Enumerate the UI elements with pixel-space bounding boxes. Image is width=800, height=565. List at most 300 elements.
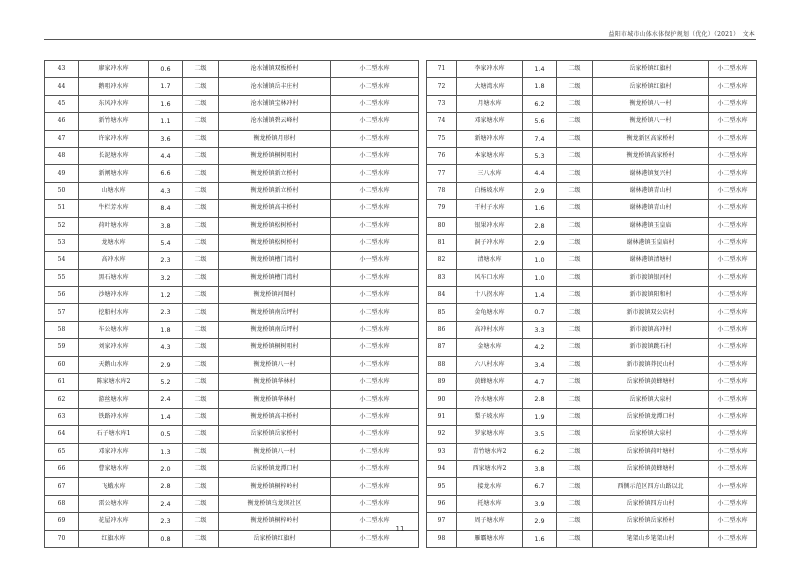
location-cell: 岳家桥镇黄蜂塘村: [593, 374, 709, 391]
area-value-cell: 0.6: [149, 61, 183, 78]
row-index-cell: 49: [45, 165, 79, 182]
reservoir-type-cell: 小二型水库: [709, 78, 757, 95]
table-row: [427, 182, 757, 199]
area-value-cell: 6.7: [523, 478, 557, 495]
area-value-cell: 0.7: [523, 304, 557, 321]
protection-level-cell: 二级: [557, 287, 593, 304]
protection-level-cell: 二级: [183, 530, 219, 547]
table-row: [45, 61, 419, 78]
reservoir-name-cell: 托塘水库: [457, 495, 523, 512]
area-value-cell: 4.3: [149, 339, 183, 356]
reservoir-type-cell: 小二型水库: [331, 95, 419, 112]
area-value-cell: 2.9: [523, 182, 557, 199]
row-index-cell: 72: [427, 78, 457, 95]
row-index-cell: 97: [427, 513, 457, 530]
table-row: [45, 217, 419, 234]
row-index-cell: 87: [427, 339, 457, 356]
row-index-cell: 84: [427, 287, 457, 304]
reservoir-type-cell: 小二型水库: [709, 200, 757, 217]
page-header: 益阳市城市山体水体保护规划（优化）（2021） 文本: [608, 31, 755, 38]
table-row: [45, 495, 419, 512]
row-index-cell: 44: [45, 78, 79, 95]
reservoir-type-cell: 小二型水库: [709, 426, 757, 443]
row-index-cell: 79: [427, 200, 457, 217]
protection-level-cell: 二级: [557, 113, 593, 130]
location-cell: 衡龙桥镇河图村: [219, 287, 331, 304]
table-row: [427, 426, 757, 443]
reservoir-name-cell: 洞子冲水库: [457, 234, 523, 251]
protection-level-cell: 二级: [183, 339, 219, 356]
area-value-cell: 0.5: [149, 426, 183, 443]
row-index-cell: 69: [45, 513, 79, 530]
location-cell: 谢林港镇玉皇庙村: [593, 234, 709, 251]
area-value-cell: 3.4: [523, 356, 557, 373]
reservoir-type-cell: 小二型水库: [709, 321, 757, 338]
table-row: [45, 234, 419, 251]
protection-level-cell: 二级: [557, 339, 593, 356]
protection-level-cell: 二级: [557, 391, 593, 408]
reservoir-table-right: [426, 60, 757, 548]
protection-level-cell: 二级: [557, 304, 593, 321]
area-value-cell: 6.2: [523, 95, 557, 112]
reservoir-type-cell: 小二型水库: [709, 513, 757, 530]
table-row: [427, 217, 757, 234]
protection-level-cell: 二级: [557, 460, 593, 477]
reservoir-type-cell: 小二型水库: [331, 460, 419, 477]
table-row: [45, 443, 419, 460]
area-value-cell: 1.8: [523, 78, 557, 95]
protection-level-cell: 二级: [183, 478, 219, 495]
row-index-cell: 70: [45, 530, 79, 547]
area-value-cell: 5.3: [523, 147, 557, 164]
row-index-cell: 86: [427, 321, 457, 338]
area-value-cell: 1.4: [523, 61, 557, 78]
protection-level-cell: 二级: [183, 130, 219, 147]
area-value-cell: 1.0: [523, 252, 557, 269]
row-index-cell: 93: [427, 443, 457, 460]
row-index-cell: 56: [45, 287, 79, 304]
location-cell: 新市渡镇阳和村: [593, 287, 709, 304]
reservoir-name-cell: 廖家冲水库: [79, 61, 149, 78]
table-row: [45, 113, 419, 130]
reservoir-type-cell: 小二型水库: [331, 495, 419, 512]
reservoir-name-cell: 金龟塘水库: [457, 304, 523, 321]
reservoir-type-cell: 小二型水库: [331, 408, 419, 425]
location-cell: 岳家桥镇龙潭口村: [593, 408, 709, 425]
reservoir-name-cell: 雁霸塘水库: [457, 530, 523, 547]
reservoir-type-cell: 小二型水库: [331, 530, 419, 547]
area-value-cell: 3.2: [149, 269, 183, 286]
reservoir-type-cell: 小二型水库: [331, 287, 419, 304]
protection-level-cell: 二级: [557, 234, 593, 251]
reservoir-name-cell: 西家塘水库2: [457, 460, 523, 477]
table-row: [427, 130, 757, 147]
location-cell: 谢林港镇清塘村: [593, 252, 709, 269]
row-index-cell: 75: [427, 130, 457, 147]
location-cell: 新市渡镇双公店村: [593, 304, 709, 321]
reservoir-type-cell: 小二型水库: [331, 304, 419, 321]
table-row: [45, 339, 419, 356]
table-row: [427, 147, 757, 164]
row-index-cell: 50: [45, 182, 79, 199]
reservoir-type-cell: 小二型水库: [331, 513, 419, 530]
table-row: [45, 356, 419, 373]
protection-level-cell: 二级: [557, 61, 593, 78]
reservoir-type-cell: 小二型水库: [331, 113, 419, 130]
reservoir-name-cell: 红旗水库: [79, 530, 149, 547]
protection-level-cell: 二级: [557, 408, 593, 425]
area-value-cell: 2.9: [523, 513, 557, 530]
row-index-cell: 52: [45, 217, 79, 234]
location-cell: 衡龙桥镇桐梓岭村: [219, 478, 331, 495]
area-value-cell: 2.4: [149, 495, 183, 512]
location-cell: 衡龙桥镇高家桥村: [593, 147, 709, 164]
location-cell: 衡龙桥镇乌龙坝社区: [219, 495, 331, 512]
location-cell: 岳家桥镇龙潭口村: [219, 460, 331, 477]
location-cell: 衡龙新区高家桥村: [593, 130, 709, 147]
row-index-cell: 88: [427, 356, 457, 373]
location-cell: 谢林港镇玉皇庙: [593, 217, 709, 234]
reservoir-type-cell: 小二型水库: [709, 287, 757, 304]
area-value-cell: 4.3: [149, 182, 183, 199]
protection-level-cell: 二级: [557, 95, 593, 112]
protection-level-cell: 二级: [183, 391, 219, 408]
reservoir-type-cell: 小二型水库: [331, 391, 419, 408]
table-row: [45, 391, 419, 408]
row-index-cell: 98: [427, 530, 457, 547]
reservoir-name-cell: 山塘水库: [79, 182, 149, 199]
area-value-cell: 7.4: [523, 130, 557, 147]
reservoir-type-cell: 小二型水库: [709, 113, 757, 130]
location-cell: 衡龙桥镇高丰桥村: [219, 200, 331, 217]
protection-level-cell: 二级: [183, 460, 219, 477]
row-index-cell: 96: [427, 495, 457, 512]
reservoir-name-cell: 黑石塘水库: [79, 269, 149, 286]
protection-level-cell: 二级: [183, 374, 219, 391]
table-row: [427, 287, 757, 304]
location-cell: 谢林港镇青山村: [593, 200, 709, 217]
protection-level-cell: 二级: [557, 269, 593, 286]
location-cell: 岳家桥镇大泉村: [593, 391, 709, 408]
reservoir-type-cell: 小二型水库: [331, 147, 419, 164]
area-value-cell: 5.2: [149, 374, 183, 391]
table-row: [427, 78, 757, 95]
area-value-cell: 4.7: [523, 374, 557, 391]
table-row: [427, 408, 757, 425]
area-value-cell: 5.6: [523, 113, 557, 130]
table-row: [427, 269, 757, 286]
protection-level-cell: 二级: [557, 374, 593, 391]
protection-level-cell: 二级: [557, 513, 593, 530]
reservoir-name-cell: 石子塘水库1: [79, 426, 149, 443]
area-value-cell: 1.2: [149, 287, 183, 304]
reservoir-type-cell: 小一型水库: [709, 478, 757, 495]
table-row: [427, 391, 757, 408]
reservoir-type-cell: 小二型水库: [331, 269, 419, 286]
reservoir-name-cell: 月塘水库: [457, 95, 523, 112]
protection-level-cell: 二级: [183, 513, 219, 530]
location-cell: 谢林港镇复兴村: [593, 165, 709, 182]
table-row: [427, 321, 757, 338]
location-cell: 新市渡镇银河村: [593, 269, 709, 286]
reservoir-name-cell: 清塘水库: [457, 252, 523, 269]
row-index-cell: 65: [45, 443, 79, 460]
location-cell: 衡龙桥镇华林村: [219, 374, 331, 391]
area-value-cell: 1.6: [523, 530, 557, 547]
row-index-cell: 82: [427, 252, 457, 269]
reservoir-name-cell: 铁路冲水库: [79, 408, 149, 425]
reservoir-name-cell: 本家塘水库: [457, 147, 523, 164]
reservoir-name-cell: 银果冲水库: [457, 217, 523, 234]
reservoir-type-cell: 小二型水库: [331, 200, 419, 217]
area-value-cell: 1.0: [523, 269, 557, 286]
reservoir-name-cell: 新竹塘水库: [79, 113, 149, 130]
reservoir-name-cell: 冷水塘水库: [457, 391, 523, 408]
table-row: [45, 287, 419, 304]
area-value-cell: 2.3: [149, 252, 183, 269]
location-cell: 衡龙桥镇八一村: [219, 443, 331, 460]
reservoir-name-cell: 干村子水库: [457, 200, 523, 217]
table-row: [427, 95, 757, 112]
reservoir-name-cell: 陈家塘水库2: [79, 374, 149, 391]
table-row: [427, 374, 757, 391]
row-index-cell: 91: [427, 408, 457, 425]
location-cell: 岳家桥镇大泉村: [593, 426, 709, 443]
reservoir-name-cell: 鹅咀冲水库: [79, 78, 149, 95]
protection-level-cell: 二级: [183, 321, 219, 338]
area-value-cell: 2.0: [149, 460, 183, 477]
row-index-cell: 85: [427, 304, 457, 321]
table-row: [45, 304, 419, 321]
reservoir-type-cell: 小二型水库: [331, 165, 419, 182]
protection-level-cell: 二级: [183, 165, 219, 182]
protection-level-cell: 二级: [557, 478, 593, 495]
table-row: [427, 165, 757, 182]
reservoir-name-cell: 飞蛾水库: [79, 478, 149, 495]
area-value-cell: 1.1: [149, 113, 183, 130]
area-value-cell: 2.3: [149, 513, 183, 530]
row-index-cell: 67: [45, 478, 79, 495]
area-value-cell: 3.8: [149, 217, 183, 234]
reservoir-name-cell: 荷叶塘水库: [79, 217, 149, 234]
row-index-cell: 62: [45, 391, 79, 408]
location-cell: 笔架山乡笔架山村: [593, 530, 709, 547]
reservoir-name-cell: 邓家塘水库: [457, 113, 523, 130]
table-row: [45, 78, 419, 95]
location-cell: 衡龙桥镇桐梓岭村: [219, 513, 331, 530]
protection-level-cell: 二级: [557, 130, 593, 147]
area-value-cell: 2.8: [149, 478, 183, 495]
protection-level-cell: 二级: [183, 408, 219, 425]
area-value-cell: 4.4: [523, 165, 557, 182]
reservoir-type-cell: 小二型水库: [331, 339, 419, 356]
area-value-cell: 2.8: [523, 391, 557, 408]
reservoir-type-cell: 小二型水库: [709, 165, 757, 182]
row-index-cell: 95: [427, 478, 457, 495]
table-row: [45, 269, 419, 286]
reservoir-name-cell: 高冲村水库: [457, 321, 523, 338]
protection-level-cell: 二级: [183, 443, 219, 460]
reservoir-type-cell: 小二型水库: [709, 408, 757, 425]
reservoir-name-cell: 沙塘冲水库: [79, 287, 149, 304]
reservoir-type-cell: 小二型水库: [331, 374, 419, 391]
row-index-cell: 74: [427, 113, 457, 130]
location-cell: 衡龙桥镇八一村: [219, 356, 331, 373]
row-index-cell: 53: [45, 234, 79, 251]
reservoir-name-cell: 挖船村水库: [79, 304, 149, 321]
location-cell: 衡龙桥镇南岳坪村: [219, 304, 331, 321]
row-index-cell: 51: [45, 200, 79, 217]
table-row: [45, 478, 419, 495]
area-value-cell: 1.6: [523, 200, 557, 217]
location-cell: 岳家桥镇红旗村: [593, 61, 709, 78]
location-cell: 谢林港镇青山村: [593, 182, 709, 199]
area-value-cell: 0.8: [149, 530, 183, 547]
reservoir-name-cell: 大塘湾水库: [457, 78, 523, 95]
table-row: [427, 113, 757, 130]
location-cell: 岳家桥镇红旗村: [593, 78, 709, 95]
protection-level-cell: 二级: [557, 165, 593, 182]
location-cell: 衡龙桥镇桐树咀村: [219, 339, 331, 356]
table-row: [427, 234, 757, 251]
header-divider: [44, 39, 756, 40]
area-value-cell: 2.8: [523, 217, 557, 234]
table-row: [427, 339, 757, 356]
reservoir-name-cell: 十八拐水库: [457, 287, 523, 304]
area-value-cell: 1.9: [523, 408, 557, 425]
reservoir-type-cell: 小二型水库: [709, 443, 757, 460]
reservoir-name-cell: 邓家冲水库: [79, 443, 149, 460]
reservoir-name-cell: 雷公塘水库: [79, 495, 149, 512]
table-row: [427, 443, 757, 460]
protection-level-cell: 二级: [183, 356, 219, 373]
row-index-cell: 89: [427, 374, 457, 391]
reservoir-type-cell: 小二型水库: [709, 530, 757, 547]
area-value-cell: 1.6: [149, 95, 183, 112]
location-cell: 岳家桥镇岳家桥村: [219, 426, 331, 443]
protection-level-cell: 二级: [183, 182, 219, 199]
reservoir-type-cell: 小二型水库: [709, 391, 757, 408]
table-row: [45, 165, 419, 182]
row-index-cell: 63: [45, 408, 79, 425]
reservoir-type-cell: 小二型水库: [709, 252, 757, 269]
area-value-cell: 3.6: [149, 130, 183, 147]
row-index-cell: 90: [427, 391, 457, 408]
table-row: [45, 460, 419, 477]
location-cell: 沧水铺镇宝林冲村: [219, 95, 331, 112]
protection-level-cell: 二级: [183, 61, 219, 78]
location-cell: 衡龙桥镇槽门湾村: [219, 252, 331, 269]
reservoir-name-cell: 天鹅山水库: [79, 356, 149, 373]
location-cell: 衡龙桥镇八一村: [593, 113, 709, 130]
row-index-cell: 73: [427, 95, 457, 112]
reservoir-type-cell: 小二型水库: [331, 61, 419, 78]
protection-level-cell: 二级: [557, 356, 593, 373]
location-cell: 衡龙桥镇高丰桥村: [219, 408, 331, 425]
row-index-cell: 61: [45, 374, 79, 391]
table-row: [427, 304, 757, 321]
row-index-cell: 80: [427, 217, 457, 234]
table-row: [427, 495, 757, 512]
table-row: [45, 426, 419, 443]
reservoir-type-cell: 小二型水库: [709, 147, 757, 164]
row-index-cell: 71: [427, 61, 457, 78]
protection-level-cell: 二级: [183, 78, 219, 95]
reservoir-type-cell: 小二型水库: [331, 478, 419, 495]
protection-level-cell: 二级: [557, 426, 593, 443]
reservoir-type-cell: 小二型水库: [709, 61, 757, 78]
protection-level-cell: 二级: [557, 147, 593, 164]
area-value-cell: 3.5: [523, 426, 557, 443]
reservoir-name-cell: 接龙水库: [457, 478, 523, 495]
area-value-cell: 4.4: [149, 147, 183, 164]
area-value-cell: 5.4: [149, 234, 183, 251]
row-index-cell: 78: [427, 182, 457, 199]
row-index-cell: 48: [45, 147, 79, 164]
area-value-cell: 3.8: [523, 460, 557, 477]
reservoir-table-left: [44, 60, 419, 548]
location-cell: 衡龙桥镇松树桥村: [219, 217, 331, 234]
reservoir-name-cell: 白杨坡水库: [457, 182, 523, 199]
protection-level-cell: 二级: [183, 304, 219, 321]
area-value-cell: 1.4: [523, 287, 557, 304]
reservoir-type-cell: 小二型水库: [331, 78, 419, 95]
protection-level-cell: 二级: [183, 269, 219, 286]
area-value-cell: 6.6: [149, 165, 183, 182]
reservoir-name-cell: 曹家塘水库: [79, 460, 149, 477]
reservoir-type-cell: 小一型水库: [331, 252, 419, 269]
protection-level-cell: 二级: [557, 495, 593, 512]
location-cell: 衡龙桥镇桐树咀村: [219, 147, 331, 164]
area-value-cell: 3.3: [523, 321, 557, 338]
location-cell: 岳家桥镇红旗村: [219, 530, 331, 547]
row-index-cell: 57: [45, 304, 79, 321]
table-row: [45, 408, 419, 425]
reservoir-name-cell: 罗家塘水库: [457, 426, 523, 443]
row-index-cell: 55: [45, 269, 79, 286]
row-index-cell: 92: [427, 426, 457, 443]
reservoir-name-cell: 新塘冲水库: [457, 130, 523, 147]
reservoir-name-cell: 车公塘水库: [79, 321, 149, 338]
location-cell: 岳家桥镇四方山村: [593, 495, 709, 512]
area-value-cell: 1.3: [149, 443, 183, 460]
table-body-right: [427, 61, 757, 548]
area-value-cell: 4.2: [523, 339, 557, 356]
table-body-left: [45, 61, 419, 548]
area-value-cell: 1.7: [149, 78, 183, 95]
reservoir-name-cell: 花屋冲水库: [79, 513, 149, 530]
reservoir-type-cell: 小二型水库: [709, 460, 757, 477]
reservoir-name-cell: 六八村水库: [457, 356, 523, 373]
row-index-cell: 43: [45, 61, 79, 78]
reservoir-name-cell: 新闸塘水库: [79, 165, 149, 182]
reservoir-type-cell: 小二型水库: [709, 269, 757, 286]
row-index-cell: 76: [427, 147, 457, 164]
reservoir-type-cell: 小二型水库: [709, 182, 757, 199]
protection-level-cell: 二级: [183, 95, 219, 112]
table-row: [45, 182, 419, 199]
protection-level-cell: 二级: [183, 217, 219, 234]
table-row: [45, 321, 419, 338]
protection-level-cell: 二级: [557, 200, 593, 217]
protection-level-cell: 二级: [183, 252, 219, 269]
protection-level-cell: 二级: [557, 443, 593, 460]
location-cell: 新市渡镇跳石村: [593, 339, 709, 356]
reservoir-type-cell: 小二型水库: [331, 217, 419, 234]
table-row: [427, 200, 757, 217]
location-cell: 岳家桥镇岳家桥村: [593, 513, 709, 530]
row-index-cell: 81: [427, 234, 457, 251]
